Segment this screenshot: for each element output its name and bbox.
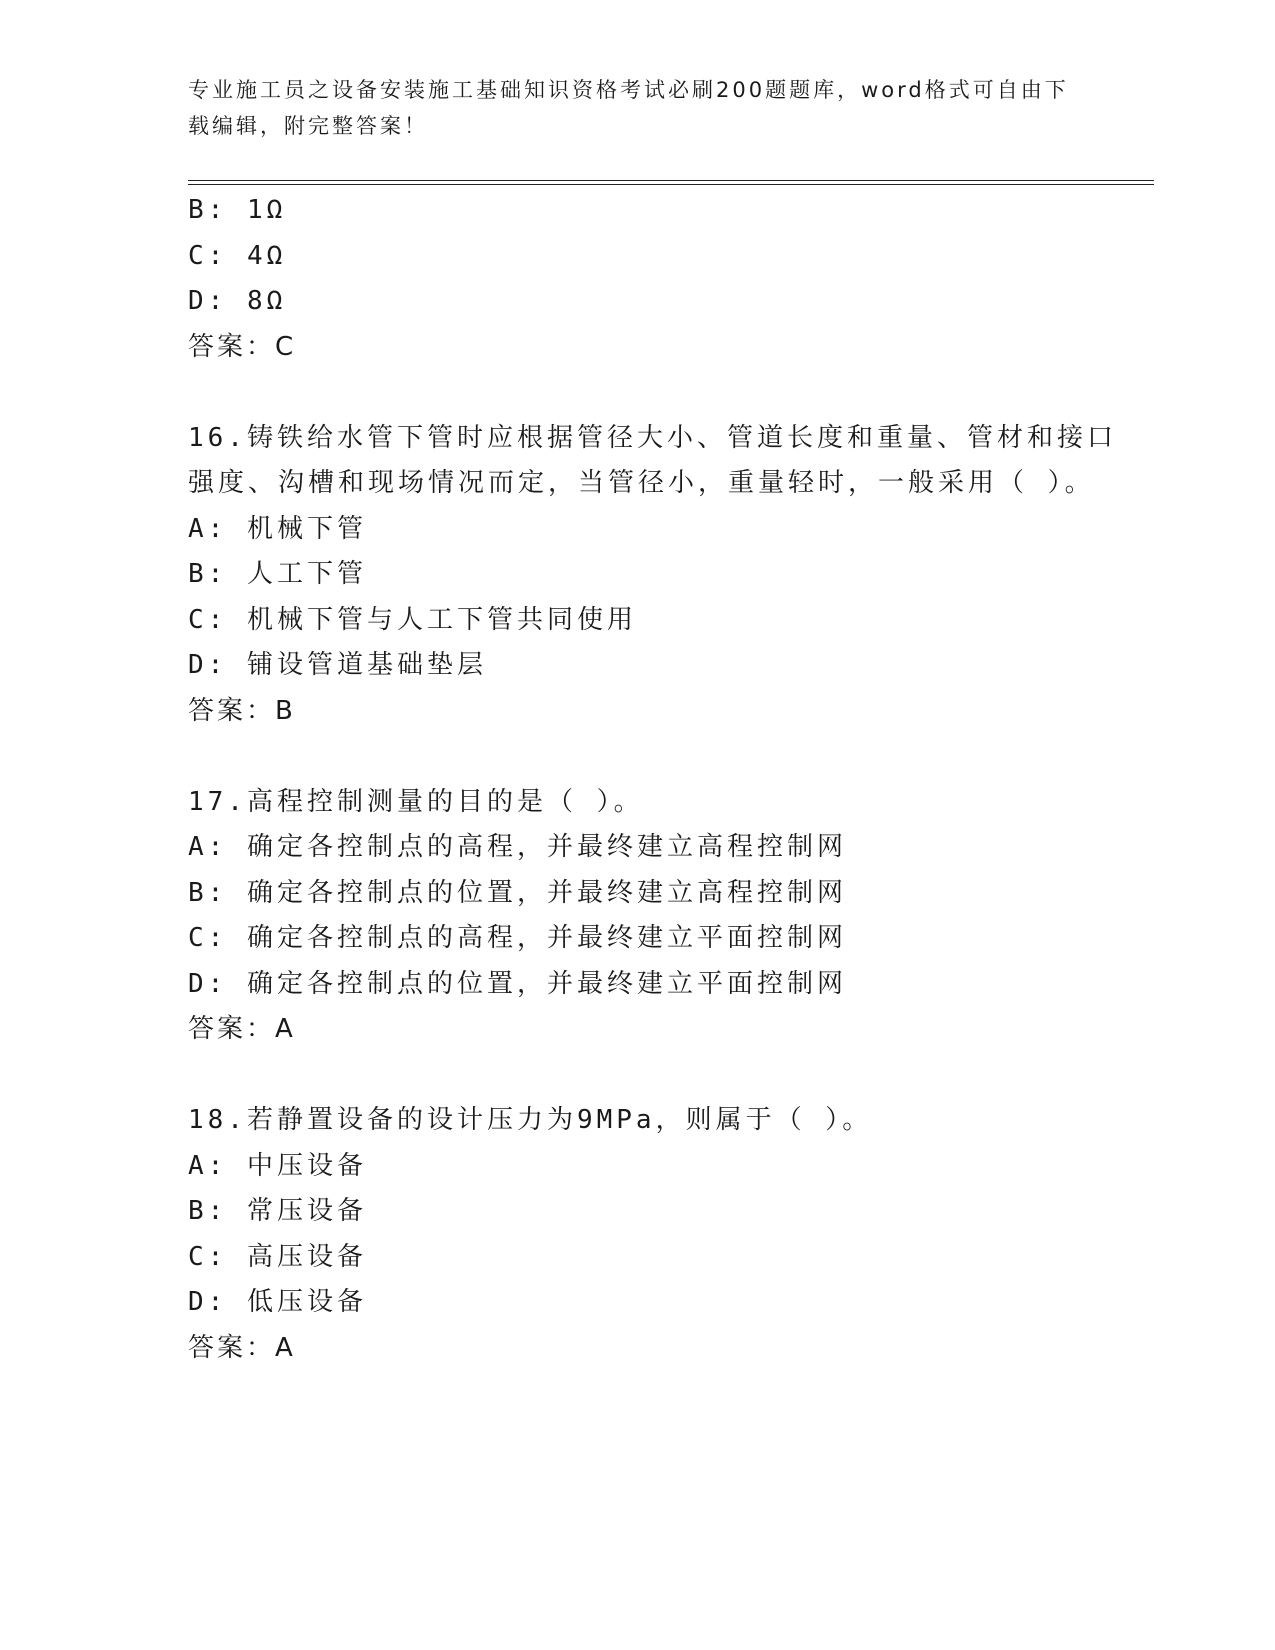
option-d: D: 低压设备 bbox=[188, 1287, 367, 1317]
option-a: A: 中压设备 bbox=[188, 1150, 367, 1181]
header-divider bbox=[188, 180, 1154, 185]
option-a: A: 机械下管 bbox=[188, 513, 367, 544]
question-title-continued: 强度、沟槽和现场情况而定，当管径小，重量轻时，一般采用（ ）。 bbox=[188, 468, 1095, 498]
option-c: C: 确定各控制点的高程，并最终建立平面控制网 bbox=[188, 923, 847, 953]
option-b: B: 人工下管 bbox=[188, 559, 367, 589]
option-d: D: 8Ω bbox=[188, 286, 287, 316]
question-block-prev bbox=[188, 188, 1088, 370]
answer-line: 答案：C bbox=[188, 331, 297, 362]
option-c: C: 高压设备 bbox=[188, 1241, 367, 1272]
question-title: 18.若静置设备的设计压力为9MPa，则属于（ ）。 bbox=[188, 1105, 873, 1135]
option-a: A: 确定各控制点的高程，并最终建立高程控制网 bbox=[188, 832, 847, 862]
option-b: B: 常压设备 bbox=[188, 1196, 367, 1226]
header-title: 专业施工员之设备安装施工基础知识资格考试必刷200题题库，word格式可自由下载编辑，附完整答案！ bbox=[188, 78, 1069, 138]
option-d: D: 铺设管道基础垫层 bbox=[188, 650, 487, 680]
question-block-16 bbox=[188, 416, 1117, 735]
spacer bbox=[188, 370, 1088, 416]
spacer bbox=[188, 734, 1088, 780]
answer-line: 答案：B bbox=[188, 695, 296, 726]
answer-line: 答案：A bbox=[188, 1014, 296, 1044]
question-list bbox=[188, 188, 1117, 1371]
option-b: B: 确定各控制点的位置，并最终建立高程控制网 bbox=[188, 877, 847, 908]
question-block-18 bbox=[188, 1098, 1088, 1371]
question-block-17 bbox=[188, 780, 1088, 1053]
spacer bbox=[188, 1053, 1088, 1099]
document-header bbox=[188, 72, 1088, 144]
option-d: D: 确定各控制点的位置，并最终建立平面控制网 bbox=[188, 968, 847, 999]
option-c: C: 机械下管与人工下管共同使用 bbox=[188, 604, 637, 635]
answer-line: 答案：A bbox=[188, 1332, 296, 1363]
question-title: 16.铸铁给水管下管时应根据管径大小、管道长度和重量、管材和接口 bbox=[188, 422, 1117, 453]
question-title: 17.高程控制测量的目的是（ ）。 bbox=[188, 786, 644, 817]
option-c: C: 4Ω bbox=[188, 240, 287, 271]
option-b: B: 1Ω bbox=[188, 195, 287, 225]
